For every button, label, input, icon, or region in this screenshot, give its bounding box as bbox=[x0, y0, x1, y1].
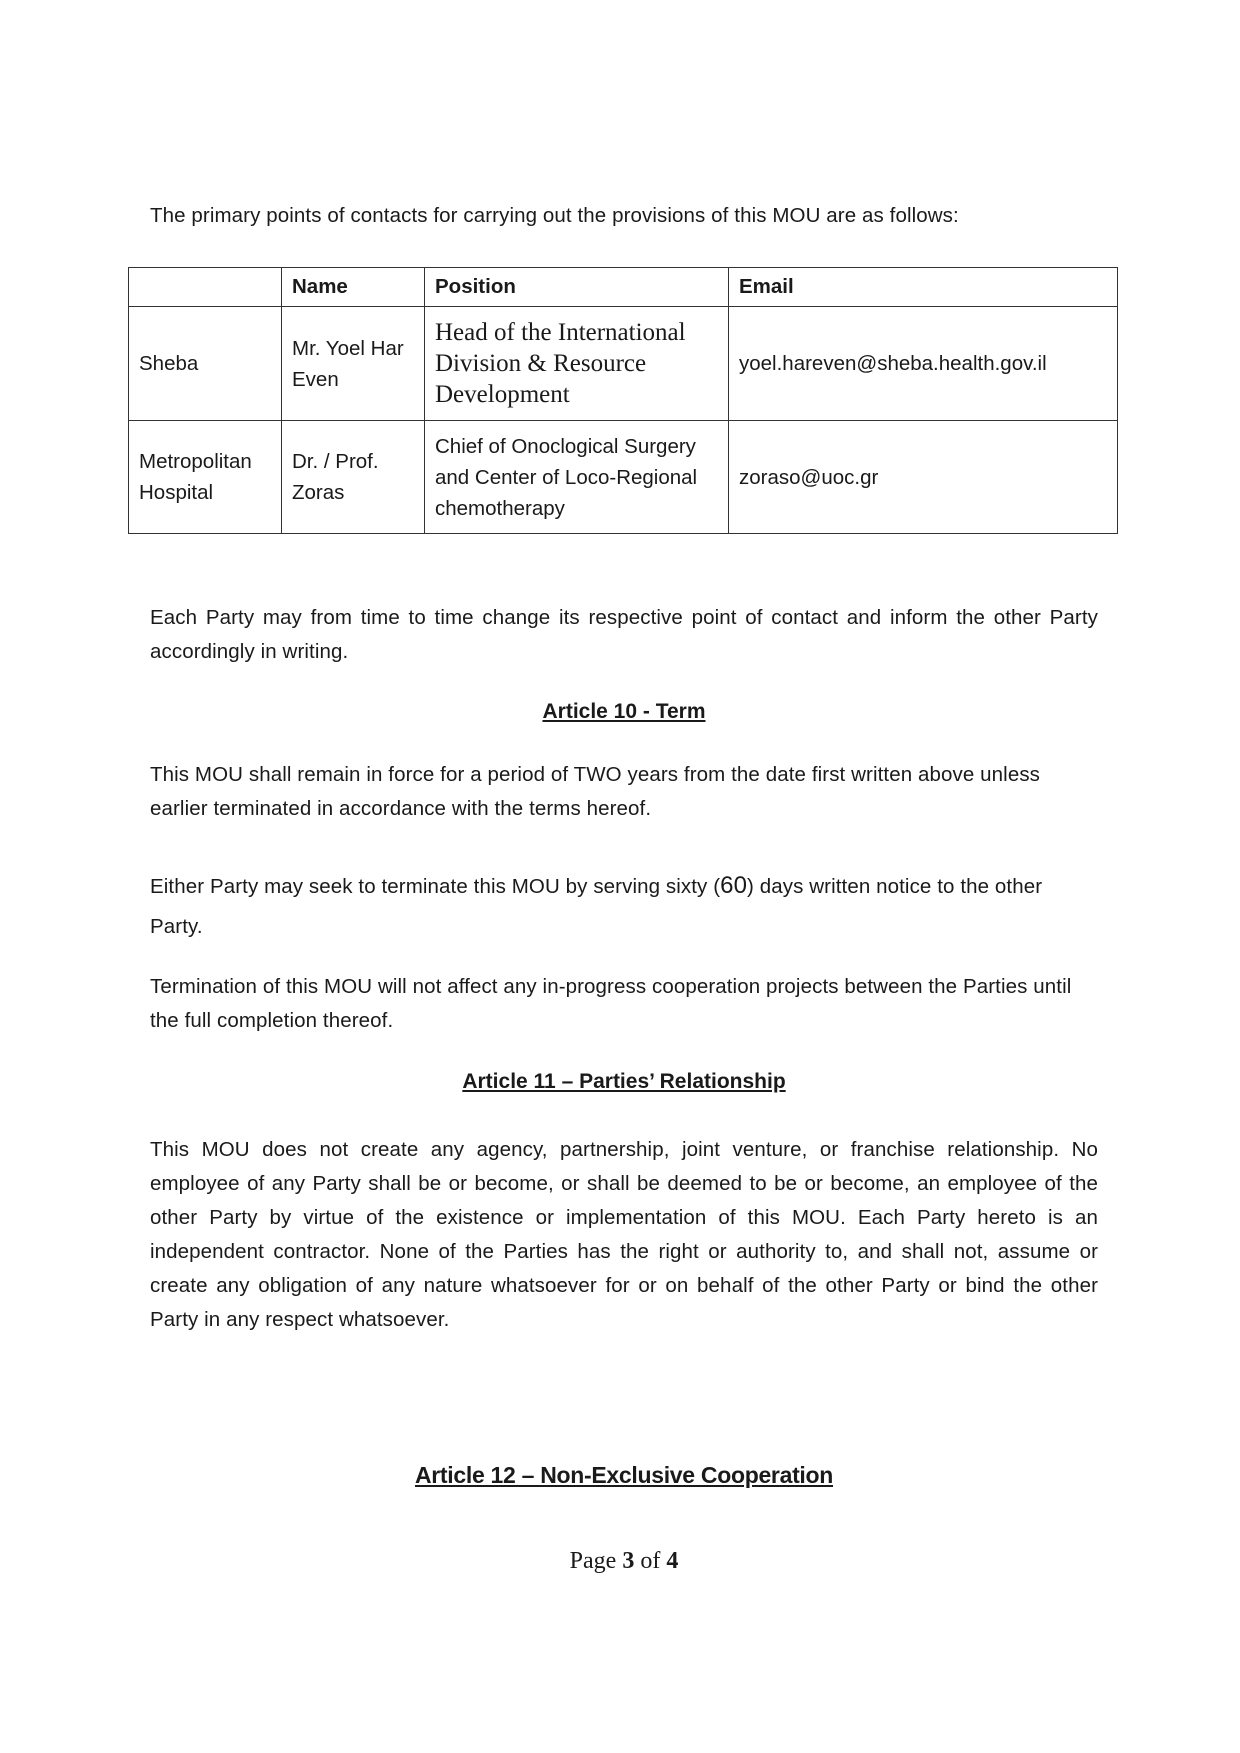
org-cell: Metropolitan Hospital bbox=[129, 421, 282, 534]
table-header-row bbox=[129, 268, 1118, 307]
article-10-heading: Article 10 - Term bbox=[542, 700, 706, 723]
contacts-table bbox=[128, 267, 1118, 534]
notice-text-start: Either Party may seek to terminate this MOU by serving sixty ( bbox=[150, 875, 721, 898]
email-cell: yoel.hareven@sheba.health.gov.il bbox=[729, 307, 1118, 421]
article-11-heading: Article 11 – Parties’ Relationship bbox=[462, 1070, 786, 1093]
name-cell: Dr. / Prof. Zoras bbox=[282, 421, 425, 534]
article-11-relationship-paragraph: This MOU does not create any agency, partnership, joint venture, or franchise relationship. No employee of any Party shall be or become, or shall be deemed to be or become, an employee of the other Party by virtue of the existence or implementation of this MOU. Each Party hereto is an independent contractor. None of the Parties has the right or authority to, and shall not, assume or create any obligation of any nature whatsoever for or on behalf of the other Party or bind the other Party in any respect whatsoever. bbox=[150, 1138, 1098, 1331]
table-row bbox=[129, 421, 1118, 534]
article-10-termination-notice-paragraph bbox=[150, 866, 1098, 947]
page-footer bbox=[150, 1545, 1098, 1577]
article-10-term-paragraph: This MOU shall remain in force for a period of TWO years from the date first written above unless earlier terminated in accordance with the terms hereof. bbox=[150, 763, 1041, 820]
page-word: Page bbox=[569, 1548, 617, 1574]
name-cell: Mr. Yoel Har Even bbox=[282, 307, 425, 421]
page-current-number: 3 bbox=[622, 1548, 635, 1574]
article-12-heading: Article 12 – Non-Exclusive Cooperation bbox=[414, 1462, 834, 1488]
org-cell: Sheba bbox=[129, 307, 282, 421]
of-word: of bbox=[640, 1548, 661, 1574]
intro-paragraph: The primary points of contacts for carrying out the provisions of this MOU are as follows: bbox=[150, 204, 959, 227]
table-header-name: Name bbox=[282, 268, 425, 307]
table-row bbox=[129, 307, 1118, 421]
article-10-termination-effect-paragraph: Termination of this MOU will not affect any in-progress cooperation projects between the Parties until the full completion thereof. bbox=[150, 975, 1072, 1032]
notice-days-number: 60 bbox=[720, 872, 748, 899]
notice-text-end: ) days written notice to the other Party. bbox=[150, 875, 1043, 938]
table-header-email: Email bbox=[729, 268, 1118, 307]
contact-change-paragraph: Each Party may from time to time change its respective point of contact and inform the other Party accordingly in writing. bbox=[150, 606, 1098, 663]
page-total-number: 4 bbox=[666, 1548, 679, 1574]
position-cell: Head of the International Division & Resource Development bbox=[425, 307, 729, 421]
table-header-org bbox=[129, 268, 282, 307]
table-header-position: Position bbox=[425, 268, 729, 307]
position-cell: Chief of Onoclogical Surgery and Center of Loco-Regional chemotherapy bbox=[425, 421, 729, 534]
email-cell: zoraso@uoc.gr bbox=[729, 421, 1118, 534]
